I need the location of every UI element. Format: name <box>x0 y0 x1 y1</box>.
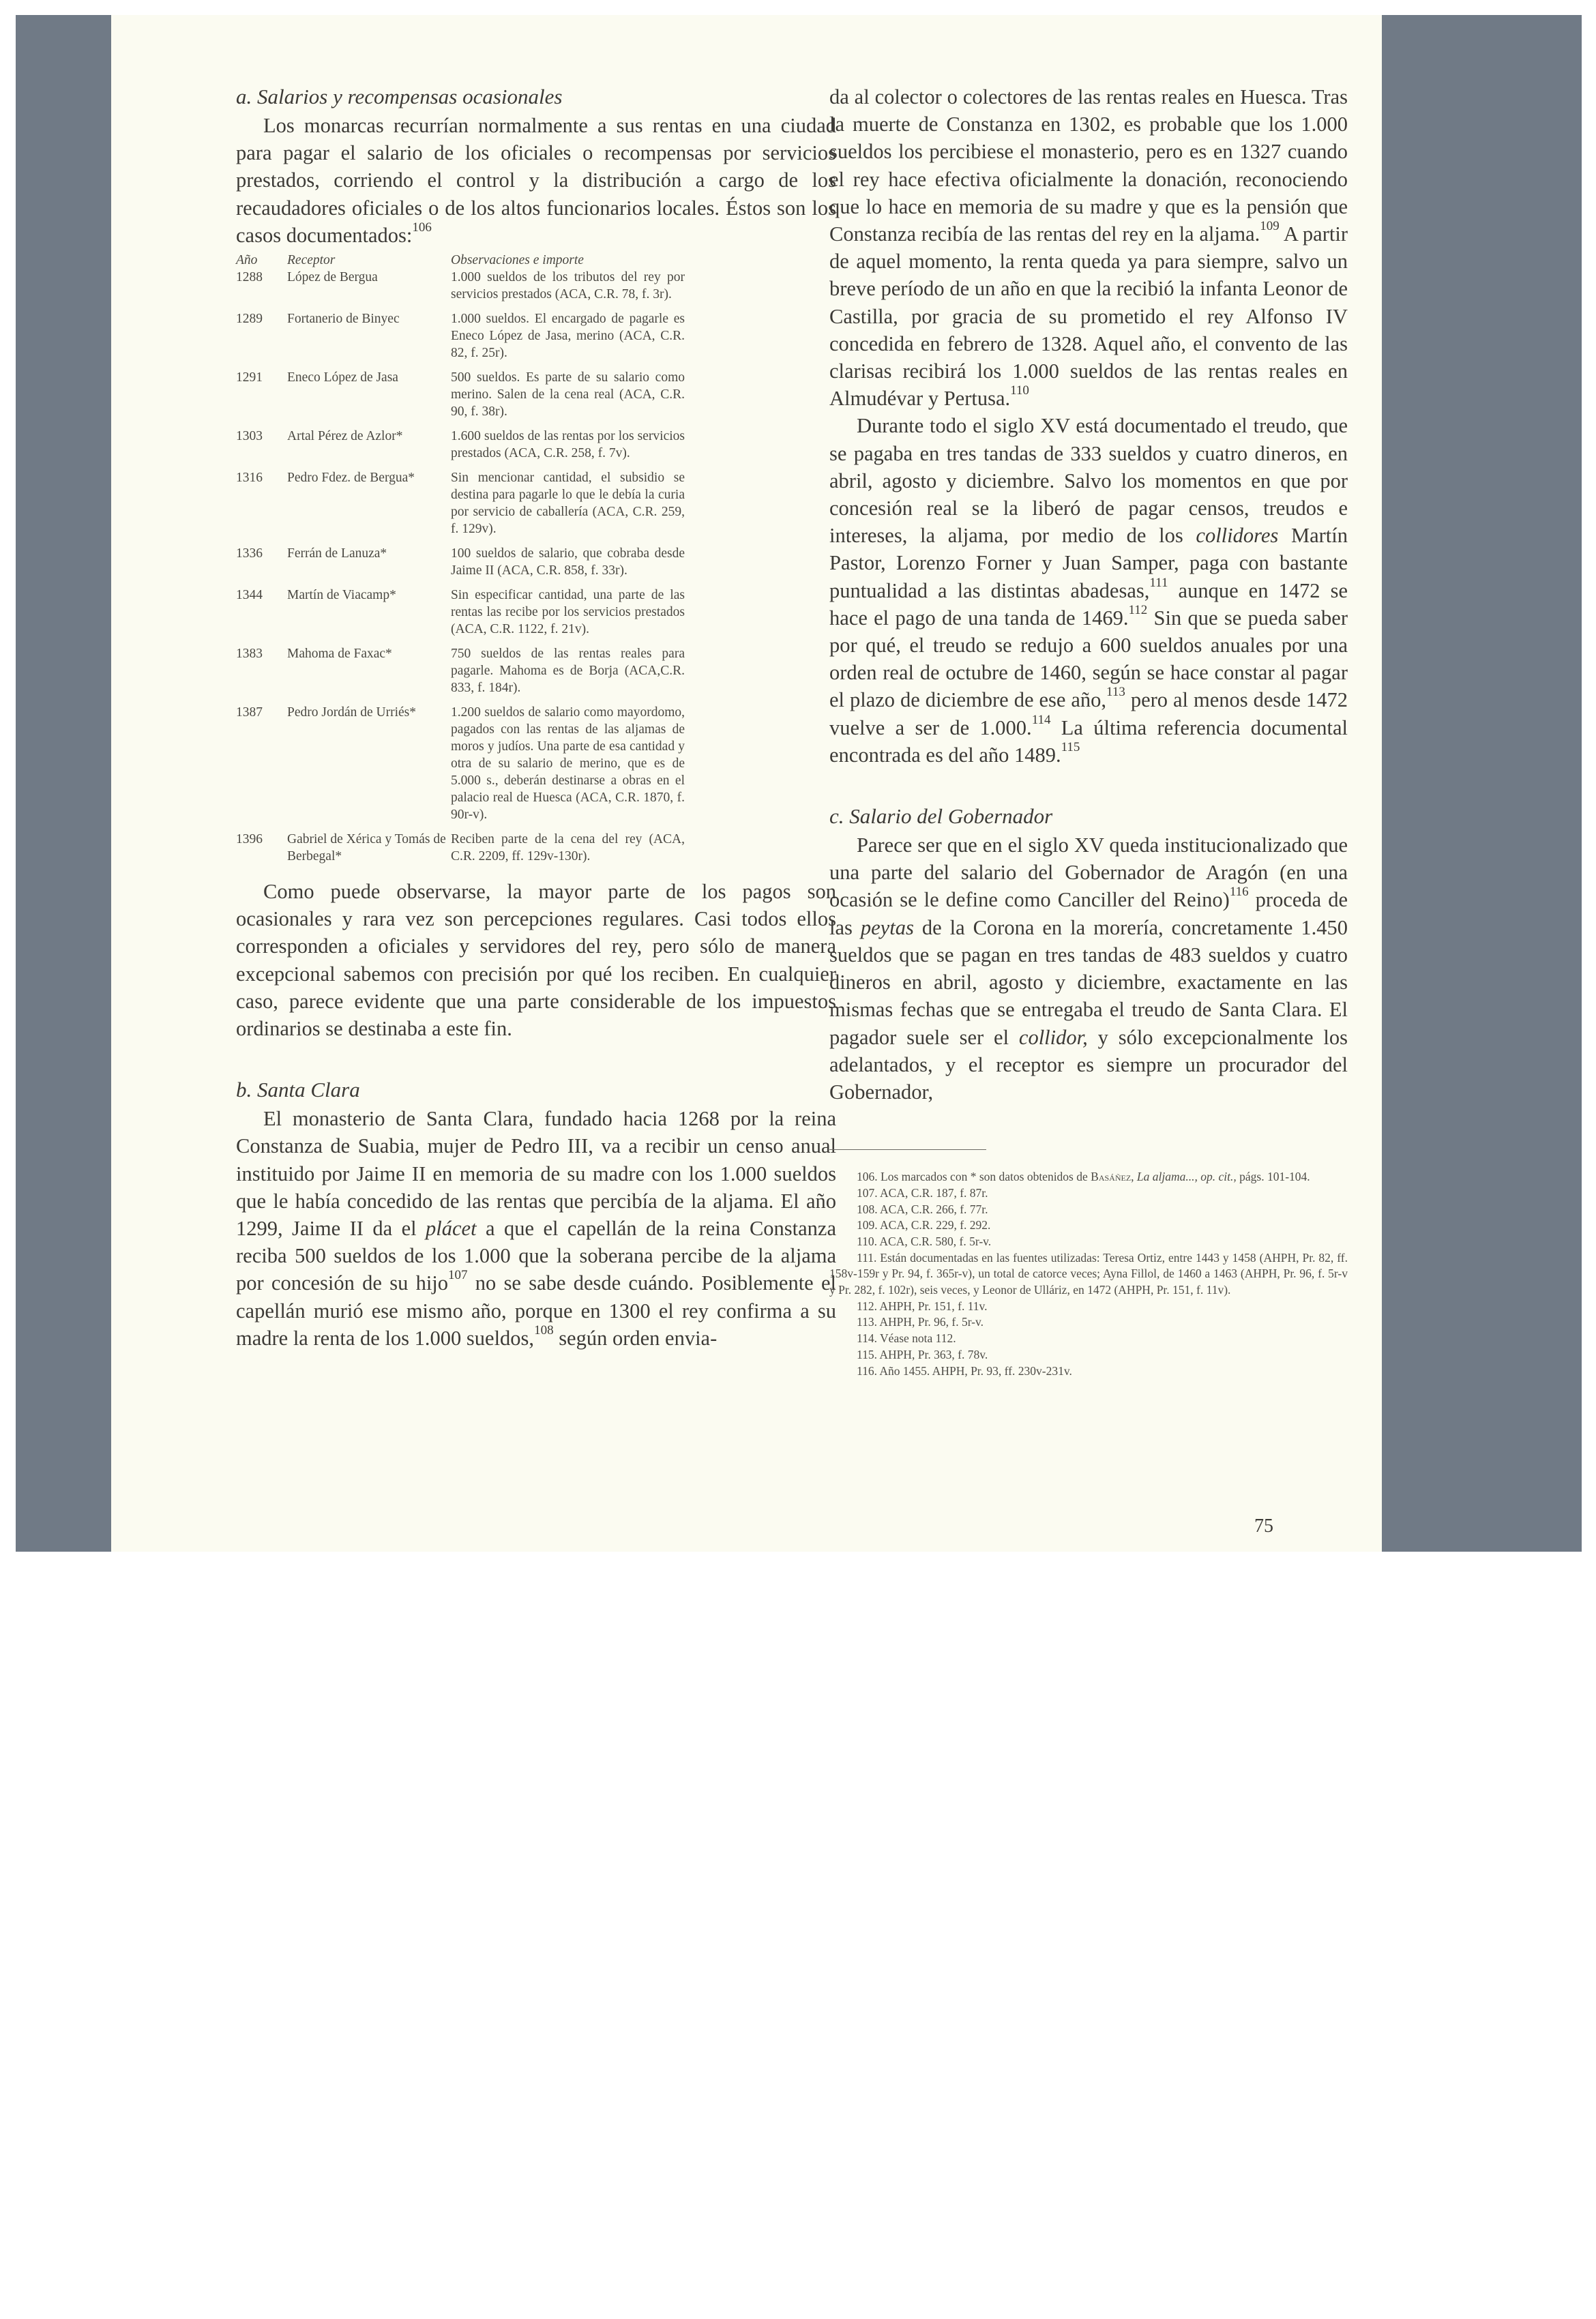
row-observations: 500 sueldos. Es parte de su salario como merino. Salen de la cena real (ACA, C.R. 90, f. 38r). <box>451 370 685 419</box>
row-year: 1383 <box>236 647 263 662</box>
row-receptor: Fortanerio de Binyec <box>287 312 400 327</box>
row-year: 1303 <box>236 429 263 444</box>
table-row <box>236 310 685 369</box>
footnote: 107. ACA, C.R. 187, f. 87r. <box>857 1185 988 1200</box>
footnote-ref: 116 <box>1229 885 1249 900</box>
table-row <box>236 369 685 428</box>
section-a-conclusion: Como puede observarse, la mayor parte de los pagos son ocasionales y rara vez son percepciones regulares. Casi todos ellos corresponden a oficiales y servidores del rey, pero sólo de manera excepcional sabemos con precisión por qué los reciben. En cualquier caso, parece evidente que una parte considerable de los impuestos ordinarios se destinaba a este fin. <box>236 880 836 1041</box>
section-a-heading: a. Salarios y recompensas ocasionales <box>236 85 563 108</box>
footnote: 114. Véase nota 112. <box>857 1331 956 1346</box>
table-row <box>236 269 685 310</box>
section-b-paragraph-1: El monasterio de Santa Clara, fundado hacia 1268 por la reina Constanza de Suabia, mujer de Pedro III, va a recibir un censo anual instituido por Jaime II en memoria de su madre con los 1.000 sueldos que le había concedido de las rentas que percibía de la aljama. El año 1299, Jaime II da el plácet a que el capellán de la reina Constanza reciba 500 sueldos de los 1.000 que la soberana percibe de la aljama por concesión de su hijo$^{107}$ no se sabe desde cuándo. Posiblemente el capellán murió ese mismo año, porque en 1300 el rey confirma a su madre la renta de los 1.000 sueldos,$^{108}$ según orden envia- <box>236 1107 837 1350</box>
table-row <box>236 831 685 872</box>
row-receptor: López de Bergua <box>287 270 378 285</box>
row-year: 1291 <box>236 370 263 385</box>
footnote-ref: 106 <box>412 220 432 235</box>
footnote: 113. AHPH, Pr. 96, f. 5r-v. <box>857 1315 984 1329</box>
row-observations: 1.000 sueldos. El encargado de pagarle es Eneco López de Jasa, merino (ACA, C.R. 82, f. 25r). <box>451 312 685 361</box>
footnotes <box>829 1169 1348 1379</box>
section-a-intro: Los monarcas recurrían normalmente a sus rentas en una ciudad para pagar el salario de los oficiales o recompensas por servicios prestados, corriendo el control y la distribución a cargo de los recaudadores oficiales o de los altos funcionarios locales. Éstos son los casos documentados:$^{106}$ <box>236 114 836 247</box>
row-receptor: Eneco López de Jasa <box>287 370 398 385</box>
section-b-heading: b. Santa Clara <box>236 1078 360 1102</box>
footnote: 109. ACA, C.R. 229, f. 292. <box>857 1218 991 1232</box>
row-observations: 1.200 sueldos de salario como mayordomo, pagados con las rentas de las aljamas de moros y judíos. Una parte de esa cantidad y otra de su salario de merino, que es de 5.000 s., deberán destinarse a obras en el palacio real de Huesca (ACA, C.R. 1870, f. 90r-v). <box>451 705 685 823</box>
section-b-paragraph-2: Durante todo el siglo XV está documentado el treudo, que se pagaba en tres tandas de 333 sueldos y cuatro dineros, en abril, agosto y diciembre. Salvo los momentos en que por concesión real se la liberó de pagar censos, treudos e intereses, la aljama, por medio de los collidores Martín Pastor, Lorenzo Forner y Juan Samper, paga con bastante puntualidad a las distintas abadesas,$^{111}$ aunque en 1472 se hace el pago de una tanda de 1469.$^{112}$ Sin que se pueda saber por qué, el treudo se redujo a 600 sueldos anuales por una orden real de octubre de 1460, según se hace constar al pagar el plazo de diciembre de ese año,$^{113}$ pero al menos desde 1472 vuelve a ser de 1.000.$^{114}$ La última referencia documental encontrada es del año 1489.$^{115}$ <box>829 414 1348 767</box>
section-b-continuation: da al colector o colectores de las rentas reales en Huesca. Tras la muerte de Constanza en 1302, es probable que los 1.000 sueldos los percibiese el monasterio, pero es en 1327 cuando el rey hace efectiva oficialmente la donación, reconociendo que lo hace en memoria de su madre y que es la pensión que Constanza recibía de las rentas del rey en la aljama.$^{109}$ A partir de aquel momento, la renta queda ya para siempre, salvo un breve período de un año en que la recibió la infanta Leonor de Castilla, por gracia de su prometido el rey Alfonso IV concedida en febrero de 1328. Aquel año, el convento de las clarisas recibirá los 1.000 sueldos de las rentas reales en Almudévar y Pertusa.$^{110}$ <box>829 85 1348 411</box>
table-row <box>236 587 685 645</box>
footnote-ref: 110 <box>1010 383 1029 398</box>
table-header <box>236 252 685 269</box>
header-year: Año <box>236 253 258 268</box>
table-row <box>236 428 685 469</box>
right-column <box>829 83 1348 1379</box>
left-column <box>236 83 836 1352</box>
table-row <box>236 469 685 545</box>
footnote-ref: 115 <box>1061 739 1080 754</box>
table-row <box>236 704 685 831</box>
table-row <box>236 545 685 587</box>
row-observations: Sin mencionar cantidad, el subsidio se destina para pagarle lo que le debía la curia por servicio de caballería (ACA, C.R. 259, f. 129v). <box>451 471 685 537</box>
header-observations: Observaciones e importe <box>451 253 584 268</box>
row-receptor: Martín de Viacamp* <box>287 588 396 603</box>
footnote-ref: 107 <box>448 1268 468 1283</box>
row-observations: 1.000 sueldos de los tributos del rey por servicios prestados (ACA, C.R. 78, f. 3r). <box>451 270 685 302</box>
footnote-list <box>829 1185 1348 1379</box>
scanned-spread <box>16 15 1582 1552</box>
header-receptor: Receptor <box>287 253 336 268</box>
row-year: 1289 <box>236 312 263 327</box>
row-observations: Sin especificar cantidad, una parte de las rentas las recibe por los servicios prestados (ACA, C.R. 1122, f. 21v). <box>451 588 685 637</box>
footnote-ref: 112 <box>1128 602 1148 617</box>
footnote: 108. ACA, C.R. 266, f. 77r. <box>857 1202 988 1216</box>
row-observations: 750 sueldos de las rentas reales para pagarle. Mahoma es de Borja (ACA,C.R. 833, f. 184r). <box>451 647 685 696</box>
row-receptor: Pedro Jordán de Urriés* <box>287 705 416 720</box>
row-year: 1387 <box>236 705 263 720</box>
book-page <box>111 15 1382 1552</box>
table-body <box>236 269 685 872</box>
row-observations: Reciben parte de la cena del rey (ACA, C.R. 2209, ff. 129v-130r). <box>451 832 685 864</box>
footnote: 110. ACA, C.R. 580, f. 5r-v. <box>857 1234 992 1248</box>
row-year: 1316 <box>236 471 263 486</box>
footnote-106: 106. Los marcados con * son datos obtenidos de Basáñez, La aljama..., op. cit., págs. 101-104. <box>857 1170 1310 1184</box>
row-receptor: Mahoma de Faxac* <box>287 647 392 662</box>
row-receptor: Ferrán de Lanuza* <box>287 546 387 561</box>
row-year: 1336 <box>236 546 263 561</box>
row-receptor: Pedro Fdez. de Bergua* <box>287 471 415 486</box>
footnote-ref: 108 <box>534 1323 554 1338</box>
footnote-ref: 111 <box>1149 575 1168 590</box>
row-year: 1288 <box>236 270 263 285</box>
footnote-ref: 109 <box>1260 218 1280 233</box>
footnote-separator <box>829 1149 986 1150</box>
row-receptor: Gabriel de Xérica y Tomás de Berbegal* <box>287 832 446 864</box>
row-year: 1344 <box>236 588 263 603</box>
row-receptor: Artal Pérez de Azlor* <box>287 429 403 444</box>
footnote-ref: 113 <box>1106 685 1125 700</box>
section-c-paragraph: Parece ser que en el siglo XV queda institucionalizado que una parte del salario del Gobernador de Aragón (en una ocasión se le define como Canciller del Reino)$^{116}$ proceda de las peytas de la Corona en la morería, concretamente 1.450 sueldos que se pagan en tres tandas de 483 sueldos y cuatro dineros en abril, agosto y diciembre, exactamente en las mismas fechas que se entregaba el treudo de Santa Clara. El pagador suele ser el collidor, y sólo excepcionalmente los adelantados, y el receptor es siempre un procurador del Gobernador, <box>829 833 1348 1104</box>
footnote: 116. Año 1455. AHPH, Pr. 93, ff. 230v-231v. <box>857 1363 1072 1378</box>
row-year: 1396 <box>236 832 263 847</box>
section-c-heading: c. Salario del Gobernador <box>829 804 1053 829</box>
row-observations: 1.600 sueldos de las rentas por los servicios prestados (ACA, C.R. 258, f. 7v). <box>451 429 685 461</box>
footnote-ref: 114 <box>1031 712 1051 727</box>
payments-table <box>236 252 685 872</box>
footnote: 111. Están documentadas en las fuentes utilizadas: Teresa Ortiz, entre 1443 y 1458 (AHPH, Pr. 82, ff. 158v-159r y Pr. 94, f. 365r-v), un total de catorce veces; Ayna Fillol, de 1460 a 1463 (AHPH, Pr. 96, f. 5r-v y Pr. 282, f. 102r), seis veces, y Leonor de Ulláriz, en 1472 (AHPH, Pr. 151, f. 11v). <box>829 1250 1348 1297</box>
table-row <box>236 645 685 704</box>
row-observations: 100 sueldos de salario, que cobraba desde Jaime II (ACA, C.R. 858, f. 33r). <box>451 546 685 578</box>
footnote: 115. AHPH, Pr. 363, f. 78v. <box>857 1347 988 1361</box>
page-number: 75 <box>1254 1516 1273 1537</box>
footnote: 112. AHPH, Pr. 151, f. 11v. <box>857 1299 988 1313</box>
